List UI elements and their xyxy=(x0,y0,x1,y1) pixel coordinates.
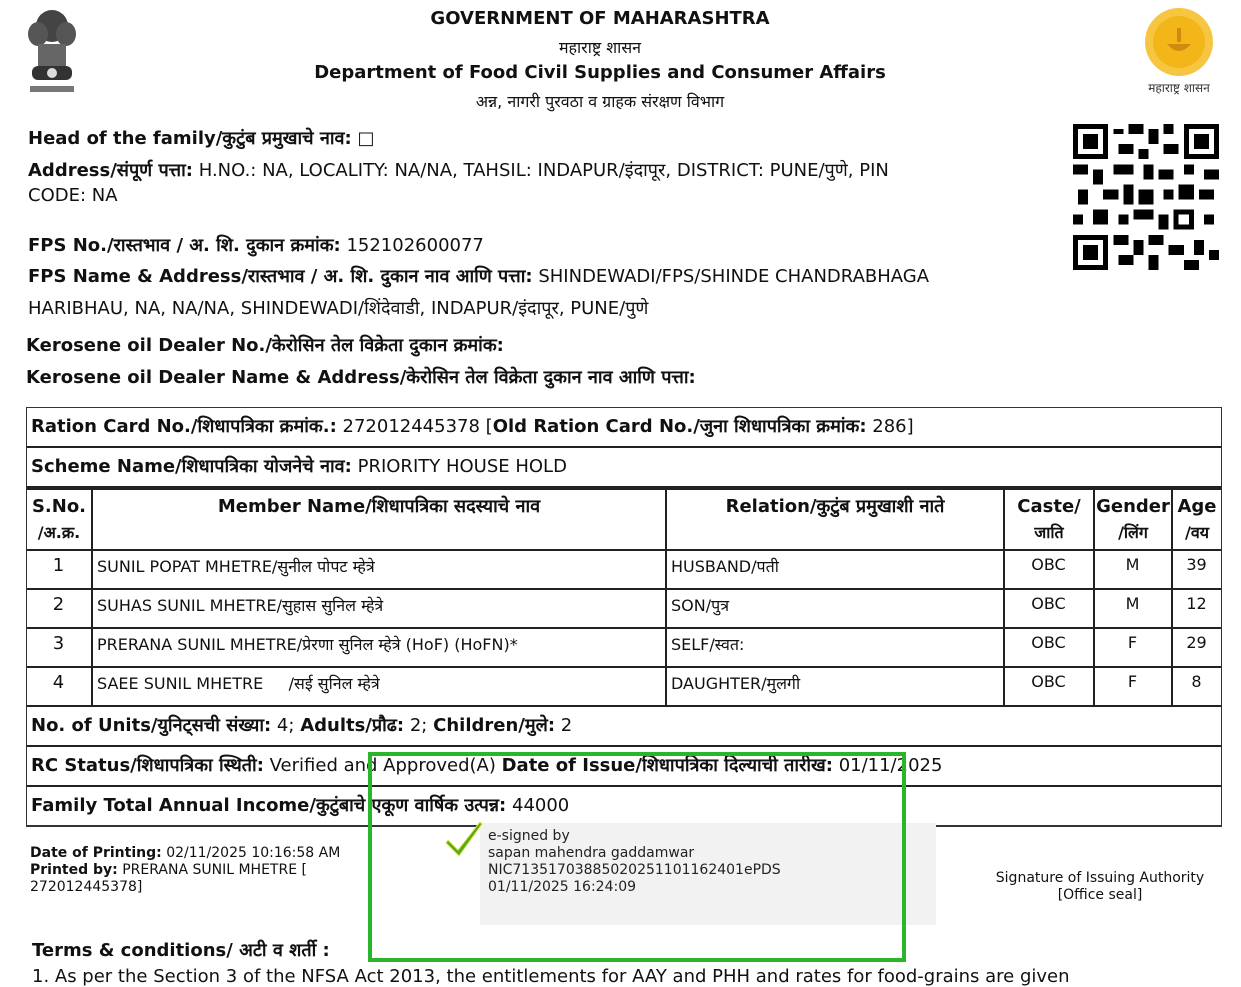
member-age: 8 xyxy=(1172,667,1221,706)
esign-line-signed-by: e-signed by xyxy=(488,828,570,844)
income-value: 44000 xyxy=(512,795,570,816)
svg-text:महाराष्ट्र शासन: महाराष्ट्र शासन xyxy=(1148,81,1210,95)
status-label: RC Status/शिधापत्रिका स्थिती: xyxy=(31,755,264,776)
table-row xyxy=(27,550,1221,589)
scheme-row xyxy=(27,448,1221,488)
member-relation: DAUGHTER/मुलगी xyxy=(666,667,1004,706)
status-value: Verified and Approved(A) xyxy=(269,755,496,776)
ration-card-number-row: Ration Card No./शिधापत्रिका क्रमांक.: 272012445378 [Old Ration Card No./जुना शिधापत्रिका क्रमांक: 286] xyxy=(27,408,1221,448)
col-caste: Caste/ जाति xyxy=(1004,489,1094,550)
member-gender: F xyxy=(1094,667,1172,706)
address-field xyxy=(28,158,889,182)
member-caste: OBC xyxy=(1004,628,1094,667)
fps-name-value-continued: HARIBHAU, NA, NA/NA, SHINDEWADI/शिंदेवाडी, INDAPUR/इंदापूर, PUNE/पुणे xyxy=(28,298,649,319)
children-label: Children/मुले: xyxy=(433,715,556,736)
member-caste: OBC xyxy=(1004,589,1094,628)
col-age: Age /वय xyxy=(1172,489,1221,550)
fps-name-field xyxy=(28,264,929,288)
print-info xyxy=(30,845,340,896)
member-relation: SON/पुत्र xyxy=(666,589,1004,628)
scheme-value: PRIORITY HOUSE HOLD xyxy=(357,456,567,477)
member-age: 29 xyxy=(1172,628,1221,667)
scheme-label: Scheme Name/शिधापत्रिका योजनेचे नाव: xyxy=(31,456,352,477)
fps-name-value: SHINDEWADI/FPS/SHINDE CHANDRABHAGA xyxy=(538,266,930,287)
printed-by-value: PRERANA SUNIL MHETRE [ xyxy=(122,862,307,878)
member-caste: OBC xyxy=(1004,667,1094,706)
old-ration-card-label: Old Ration Card No./जुना शिधापत्रिका क्रमांक: xyxy=(492,416,867,437)
ration-card-value: 272012445378 xyxy=(342,416,480,437)
kerosene-dealer-number-label: Kerosene oil Dealer No./केरोसिन तेल विक्रेता दुकान क्रमांक: xyxy=(26,335,504,356)
terms-item-1: 1. As per the Section 3 of the NFSA Act 2013, the entitlements for AAY and PHH and rates for food-grains are given xyxy=(32,966,1070,987)
department-title: Department of Food Civil Supplies and Consumer Affairs xyxy=(314,62,886,83)
members-header-row xyxy=(27,489,1221,550)
esign-signer-name: sapan mahendra gaddamwar xyxy=(488,845,695,861)
col-gender: Gender /लिंग xyxy=(1094,489,1172,550)
fps-name-label: FPS Name & Address/रास्तभाव / अ. शि. दुकान नाव आणि पत्ता: xyxy=(28,266,533,287)
fps-number-value: 152102600077 xyxy=(346,235,484,256)
government-title: GOVERNMENT OF MAHARASHTRA xyxy=(430,8,770,29)
printing-date-value: 02/11/2025 10:16:58 AM xyxy=(166,845,341,861)
old-ration-card-value: 286 xyxy=(872,416,907,437)
units-row xyxy=(27,707,1221,747)
head-of-family-value: □ xyxy=(357,128,375,149)
member-name: PRERANA SUNIL MHETRE/प्रेरणा सुनिल म्हेत्रे (HoF) (HoFN)* xyxy=(92,628,666,667)
col-member-name: Member Name/शिधापत्रिका सदस्याचे नाव xyxy=(92,489,666,550)
members-table xyxy=(27,488,1221,707)
head-of-family-label: Head of the family/कुटुंब प्रमुखाचे नाव: xyxy=(28,128,352,149)
printing-date-label: Date of Printing: xyxy=(30,845,162,861)
issue-date-label: Date of Issue/शिधापत्रिका दिल्याची तारीख: xyxy=(501,755,833,776)
fps-number-field xyxy=(28,233,484,257)
member-caste: OBC xyxy=(1004,550,1094,589)
member-age: 12 xyxy=(1172,589,1221,628)
adults-value: 2; xyxy=(409,715,428,736)
highlight-frame xyxy=(368,752,906,962)
col-sno: S.No. /अ.क्र. xyxy=(27,489,92,550)
kerosene-dealer-name-label: Kerosene oil Dealer Name & Address/केरोसिन तेल विक्रेता दुकान नाव आणि पत्ता: xyxy=(26,367,696,388)
member-name: SUHAS SUNIL MHETRE/सुहास सुनिल म्हेत्रे xyxy=(92,589,666,628)
income-label: Family Total Annual Income/कुटुंबाचे एकूण वार्षिक उत्पन्न: xyxy=(31,795,507,816)
printed-by-value-continued: 272012445378] xyxy=(30,879,143,895)
government-title-marathi: महाराष्ट्र शासन xyxy=(558,38,642,57)
member-name: SUNIL POPAT MHETRE/सुनील पोपट म्हेत्रे xyxy=(92,550,666,589)
terms-title: Terms & conditions/ अटी व शर्ती : xyxy=(32,940,330,961)
signature-caption: Signature of Issuing Authority [Office seal] xyxy=(995,870,1205,903)
qr-code xyxy=(1073,124,1219,270)
units-value: 4; xyxy=(276,715,295,736)
member-sno: 4 xyxy=(27,667,92,706)
table-row xyxy=(27,667,1221,706)
member-relation: SELF/स्वत: xyxy=(666,628,1004,667)
ration-card-label: Ration Card No./शिधापत्रिका क्रमांक.: xyxy=(31,416,337,437)
member-relation: HUSBAND/पती xyxy=(666,550,1004,589)
member-sno: 2 xyxy=(27,589,92,628)
head-of-family-field xyxy=(28,126,374,150)
address-label: Address/संपूर्ण पत्ता: xyxy=(28,160,193,181)
member-name: SAEE SUNIL MHETRE /सई सुनिल म्हेत्रे xyxy=(92,667,666,706)
table-row xyxy=(27,628,1221,667)
esign-timestamp: 01/11/2025 16:24:09 xyxy=(488,879,637,895)
member-gender: M xyxy=(1094,589,1172,628)
department-title-marathi: अन्न, नागरी पुरवठा व ग्राहक संरक्षण विभाग xyxy=(475,92,725,111)
issue-date-value: 01/11/2025 xyxy=(838,755,943,776)
table-row xyxy=(27,589,1221,628)
address-value-continued: CODE: NA xyxy=(28,185,118,206)
printed-by-label: Printed by: xyxy=(30,862,118,878)
col-relation: Relation/कुटुंब प्रमुखाशी नाते xyxy=(666,489,1004,550)
member-sno: 1 xyxy=(27,550,92,589)
children-value: 2 xyxy=(560,715,573,736)
units-label: No. of Units/युनिट्सची संख्या: xyxy=(31,715,272,736)
adults-label: Adults/प्रौढ: xyxy=(300,715,405,736)
esign-reference: NIC71351703885020251101162401ePDS xyxy=(488,862,781,878)
member-sno: 3 xyxy=(27,628,92,667)
member-age: 39 xyxy=(1172,550,1221,589)
fps-number-label: FPS No./रास्तभाव / अ. शि. दुकान क्रमांक: xyxy=(28,235,341,256)
member-gender: F xyxy=(1094,628,1172,667)
member-gender: M xyxy=(1094,550,1172,589)
address-value: H.NO.: NA, LOCALITY: NA/NA, TAHSIL: INDAPUR/इंदापूर, DISTRICT: PUNE/पुणे, PIN xyxy=(198,160,889,181)
